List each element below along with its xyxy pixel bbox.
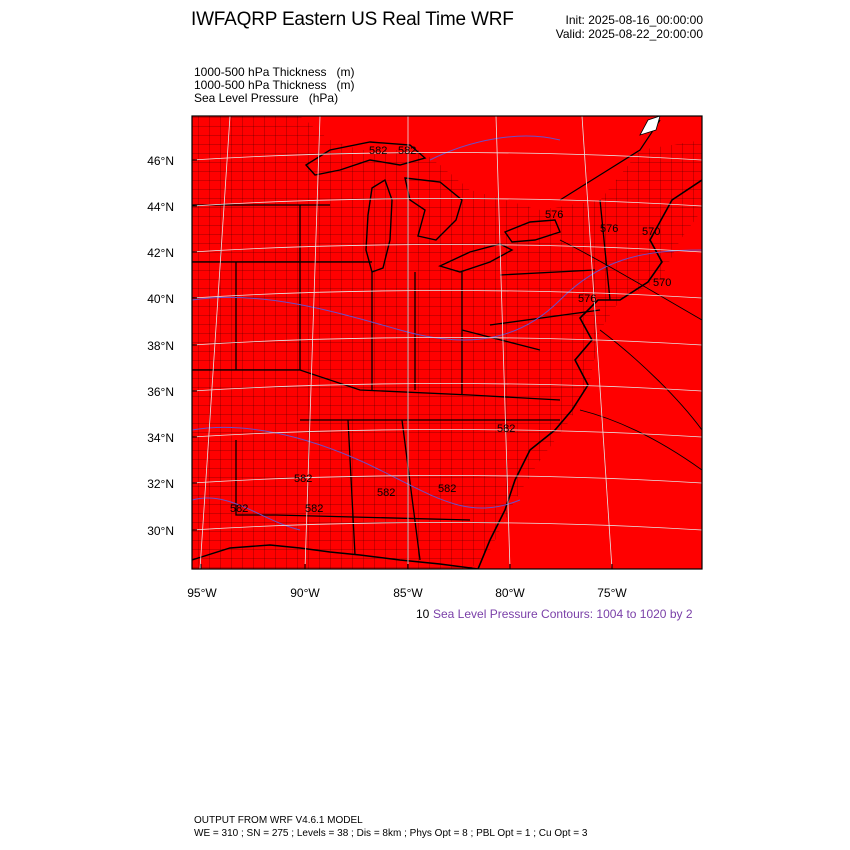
lat-label: 30°N xyxy=(147,524,174,538)
thickness-label: 582 xyxy=(369,145,388,157)
contour-note-clipped: 10 xyxy=(416,607,430,621)
footer-config: WE = 310 ; SN = 275 ; Levels = 38 ; Dis = 8km ; Phys Opt = 8 ; PBL Opt = 1 ; Cu Opt = 3 xyxy=(194,828,588,839)
latitude-labels xyxy=(147,154,174,538)
lon-label: 90°W xyxy=(290,586,320,600)
thickness-label: 582 xyxy=(294,473,313,485)
thickness-label: 582 xyxy=(497,423,516,435)
footer-model: OUTPUT FROM WRF V4.6.1 MODEL xyxy=(194,815,363,826)
lon-label: 75°W xyxy=(597,586,627,600)
plot-title: IWFAQRP Eastern US Real Time WRF xyxy=(191,9,514,30)
lat-label: 42°N xyxy=(147,246,174,260)
lon-label: 95°W xyxy=(187,586,217,600)
field-label-slp: Sea Level Pressure (hPa) xyxy=(194,91,339,105)
thickness-label: 576 xyxy=(578,293,597,305)
lat-label: 44°N xyxy=(147,200,174,214)
thickness-label: 570 xyxy=(642,226,661,238)
thickness-label: 582 xyxy=(398,145,417,157)
lat-label: 32°N xyxy=(147,477,174,491)
valid-time: Valid: 2025-08-22_20:00:00 xyxy=(555,27,703,41)
longitude-labels xyxy=(187,586,627,600)
lat-label: 46°N xyxy=(147,154,174,168)
thickness-label: 582 xyxy=(438,483,457,495)
field-label-thickness-2: 1000-500 hPa Thickness (m) xyxy=(194,78,355,92)
thickness-label: 576 xyxy=(600,223,619,235)
thickness-label: 582 xyxy=(377,487,396,499)
lat-label: 38°N xyxy=(147,339,174,353)
lon-label: 85°W xyxy=(393,586,423,600)
lat-label: 36°N xyxy=(147,385,174,399)
init-time: Init: 2025-08-16_00:00:00 xyxy=(565,13,703,27)
lat-label: 34°N xyxy=(147,431,174,445)
slp-contour-note: Sea Level Pressure Contours: 1004 to 1020 by 2 xyxy=(433,607,693,621)
thickness-label: 576 xyxy=(545,209,564,221)
lat-label: 40°N xyxy=(147,292,174,306)
thickness-label: 582 xyxy=(230,503,249,515)
field-label-thickness-1: 1000-500 hPa Thickness (m) xyxy=(194,65,355,79)
lon-label: 80°W xyxy=(495,586,525,600)
thickness-label: 570 xyxy=(653,277,672,289)
thickness-label: 582 xyxy=(305,503,324,515)
